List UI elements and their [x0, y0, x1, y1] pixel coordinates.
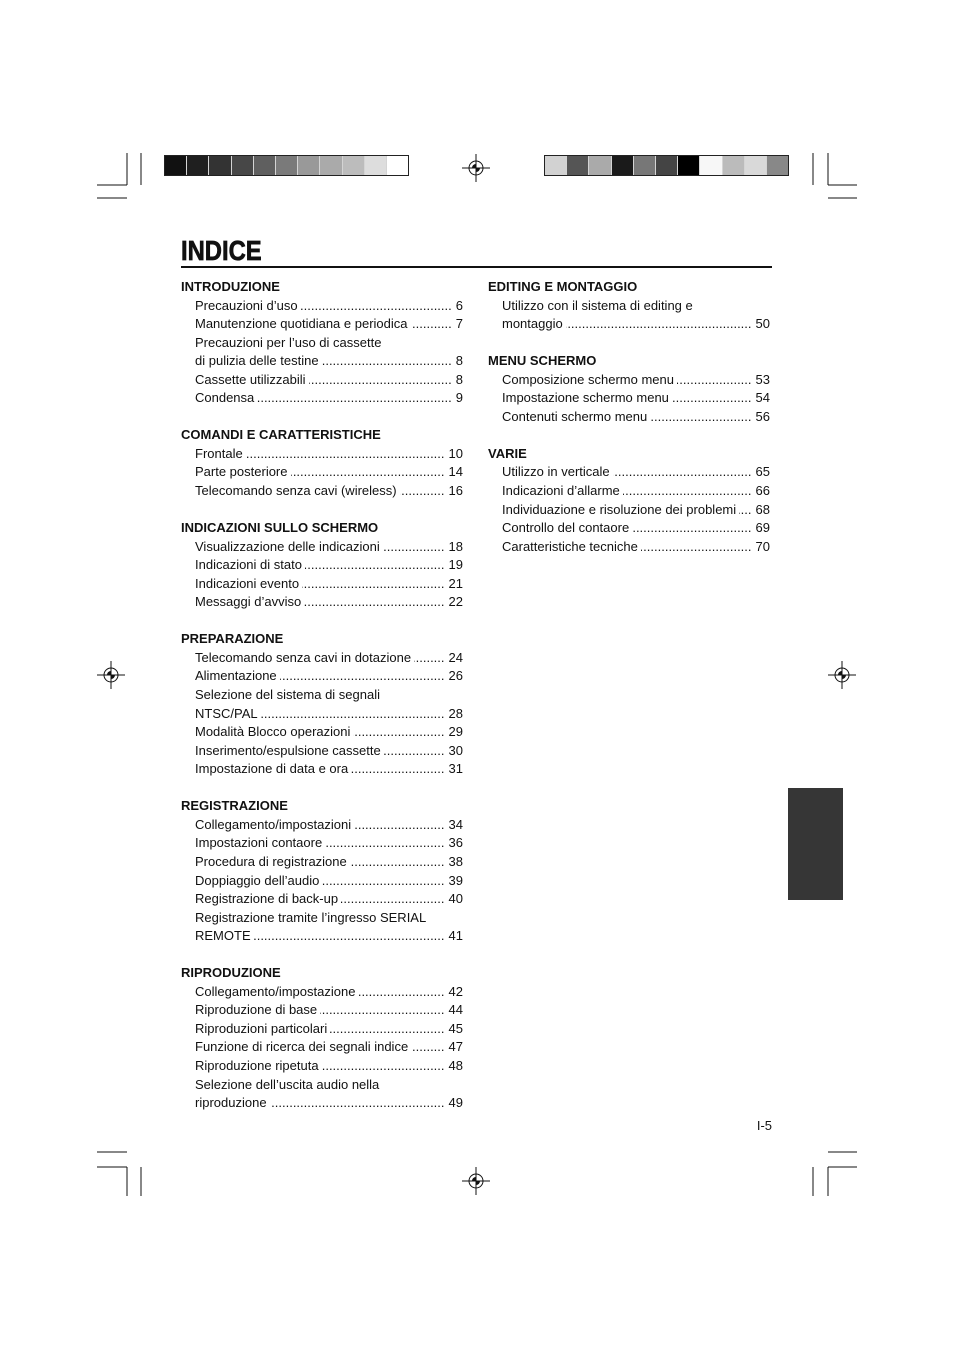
entry-label: Riproduzione di base: [195, 1002, 318, 1018]
toc-entry-line: [181, 556, 463, 575]
dot-leader: [414, 649, 444, 668]
registration-quadrant: [472, 1177, 476, 1181]
entry-label: Selezione del sistema di segnali: [195, 687, 380, 703]
toc-section: [181, 426, 463, 500]
section-heading: INTRODUZIONE: [181, 279, 280, 294]
entry-page-number: 21: [448, 575, 463, 591]
color-swatch: [567, 156, 589, 175]
color-bar-right: [544, 155, 789, 176]
toc-entry-line: [181, 667, 463, 686]
dot-leader: [650, 408, 751, 427]
entry-label: Telecomando senza cavi (wireless): [195, 483, 397, 499]
color-swatch: [298, 156, 320, 175]
dot-leader: [351, 760, 444, 779]
dot-leader: [411, 315, 452, 334]
toc-entry-line: [181, 463, 463, 482]
toc-entry-line: [181, 816, 463, 835]
toc-entry-line: [181, 742, 463, 761]
dot-leader: [613, 463, 752, 482]
entry-label: Indicazioni di stato: [195, 557, 302, 573]
toc-entry-line: [181, 760, 463, 779]
color-swatch: [545, 156, 567, 175]
dot-leader: [257, 389, 451, 408]
entry-page-number: 44: [448, 1002, 463, 1018]
dot-leader: [325, 834, 444, 853]
toc-section: [181, 519, 463, 612]
toc-entry-line: [488, 371, 770, 390]
toc-entry-line: [181, 927, 463, 946]
registration-quadrant: [838, 671, 842, 675]
entry-label: Caratteristiche tecniche: [502, 538, 638, 554]
registration-mark-bottom: [462, 1167, 490, 1195]
entry-label: NTSC/PAL: [195, 705, 258, 721]
entry-label: Impostazione schermo menu: [502, 390, 669, 406]
color-swatch: [700, 156, 722, 175]
toc-section: [488, 278, 770, 334]
color-swatch: [656, 156, 678, 175]
dot-leader: [305, 556, 445, 575]
toc-column-left: [181, 278, 463, 1113]
section-heading: MENU SCHERMO: [488, 353, 597, 369]
dot-leader: [322, 1057, 445, 1076]
dot-leader: [322, 872, 444, 891]
entry-page-number: 65: [755, 464, 770, 480]
section-heading: INDICAZIONI SULLO SCHERMO: [181, 520, 379, 536]
entry-page-number: 6: [455, 297, 463, 313]
section-heading: REGISTRAZIONE: [181, 798, 288, 814]
entry-label: Selezione dell’uscita audio nella: [195, 1076, 380, 1092]
entry-page-number: 56: [755, 408, 770, 424]
toc-entry-line: [181, 389, 463, 408]
toc-entry-line: [181, 723, 463, 742]
entry-label: Registrazione tramite l’ingresso SERIAL: [195, 909, 427, 925]
color-swatch: [678, 156, 700, 175]
toc-entry-line: [181, 371, 463, 390]
color-swatch: [165, 156, 187, 175]
entry-page-number: 8: [455, 353, 463, 369]
toc-entry-line: [488, 501, 770, 520]
section-heading: VARIE: [488, 445, 527, 461]
dot-leader: [632, 519, 751, 538]
toc-entry-line: [181, 649, 463, 668]
toc-entry-line: [488, 408, 770, 427]
toc-entry-line: [181, 1038, 463, 1057]
entry-page-number: 30: [448, 742, 463, 758]
entry-page-number: 40: [448, 891, 463, 907]
color-swatch: [767, 156, 788, 175]
crop-mark-bottom-left: [97, 1152, 141, 1196]
entry-label: Visualizzazione delle indicazioni: [195, 538, 380, 554]
toc-section: [181, 278, 463, 408]
entry-page-number: 45: [448, 1020, 463, 1036]
entry-label: Contenuti schermo menu: [502, 408, 648, 424]
entry-label: Indicazioni evento: [195, 575, 300, 591]
toc-entry-line: [181, 482, 463, 501]
entry-label: Riproduzione ripetuta: [195, 1057, 319, 1073]
entry-page-number: 70: [755, 538, 770, 554]
dot-leader: [322, 352, 452, 371]
toc-entry-line: [488, 463, 770, 482]
registration-quadrant: [111, 675, 115, 679]
entry-page-number: 31: [448, 761, 463, 777]
entry-label: Telecomando senza cavi in dotazione: [195, 649, 412, 665]
entry-page-number: 48: [448, 1057, 463, 1073]
dot-leader: [411, 1038, 444, 1057]
color-swatch: [343, 156, 365, 175]
entry-label: Messaggi d’avviso: [195, 594, 302, 610]
color-swatch: [209, 156, 231, 175]
color-swatch: [634, 156, 656, 175]
entry-label: Indicazioni d’allarme: [502, 483, 620, 499]
dot-leader: [358, 983, 444, 1002]
dot-leader: [280, 667, 445, 686]
toc-entry-line: [181, 705, 463, 724]
entry-page-number: 29: [448, 724, 463, 740]
entry-label: Parte posteriore: [195, 464, 288, 480]
dot-leader: [301, 297, 452, 316]
entry-label: Impostazione di data e ora: [195, 761, 349, 777]
toc-section: [181, 797, 463, 945]
dot-leader: [304, 593, 444, 612]
dot-leader: [739, 501, 751, 520]
entry-page-number: 39: [448, 872, 463, 888]
entry-page-number: 10: [448, 445, 463, 461]
entry-page-number: 53: [755, 371, 770, 387]
dot-leader: [309, 371, 452, 390]
section-heading: RIPRODUZIONE: [181, 965, 281, 981]
toc-entry-line: [181, 315, 463, 334]
dot-leader: [246, 445, 445, 464]
dot-leader: [254, 927, 445, 946]
dot-leader: [320, 1001, 444, 1020]
crop-mark-bottom-right: [813, 1152, 857, 1196]
entry-page-number: 36: [448, 835, 463, 851]
color-swatch: [745, 156, 767, 175]
entry-label: Alimentazione: [195, 668, 277, 684]
crop-mark-top-right: [813, 153, 857, 198]
toc-entry-line: [181, 1020, 463, 1039]
entry-label: Individuazione e risoluzione dei problemi: [502, 501, 737, 517]
entry-label: Funzione di ricerca dei segnali indice: [195, 1039, 409, 1055]
registration-mark-left: [97, 661, 125, 689]
dot-leader: [384, 742, 445, 761]
toc-entry-line: [181, 909, 463, 928]
section-heading: PREPARAZIONE: [181, 631, 284, 647]
toc-entry-line: [181, 1094, 463, 1113]
dot-leader: [330, 1020, 444, 1039]
entry-label: di pulizia delle testine: [195, 353, 319, 369]
section-heading: EDITING E MONTAGGIO: [488, 279, 638, 294]
dot-leader: [261, 705, 445, 724]
entry-label: Manutenzione quotidiana e periodica: [195, 316, 408, 332]
registration-mark-right: [828, 661, 856, 689]
entry-page-number: 49: [448, 1095, 463, 1111]
entry-page-number: 16: [448, 483, 463, 499]
entry-label: Collegamento/impostazioni: [195, 816, 352, 832]
registration-mark-top: [462, 154, 490, 182]
dot-leader: [677, 371, 752, 390]
section-heading: COMANDI E CARATTERISTICHE: [181, 427, 381, 443]
color-swatch: [254, 156, 276, 175]
dot-leader: [400, 482, 445, 501]
toc-entry-line: [181, 686, 463, 705]
toc-entry-line: [181, 872, 463, 891]
section-thumb-tab: [788, 788, 843, 900]
entry-label: Utilizzo in verticale: [502, 464, 610, 480]
entry-label: REMOTE: [195, 928, 251, 944]
dot-leader: [341, 890, 444, 909]
entry-label: Procedura di registrazione: [195, 853, 347, 869]
toc-entry-line: [488, 389, 770, 408]
entry-page-number: 8: [455, 371, 463, 387]
title-rule: [181, 266, 772, 268]
toc-entry-line: [181, 297, 463, 316]
entry-page-number: 26: [448, 668, 463, 684]
entry-page-number: 38: [448, 853, 463, 869]
entry-label: Registrazione di back-up: [195, 891, 339, 907]
entry-label: Precauzioni per l’uso di cassette: [195, 334, 382, 350]
toc-section: [488, 352, 770, 426]
toc-entry-line: [488, 538, 770, 557]
entry-page-number: 22: [448, 594, 463, 610]
toc-entry-line: [181, 983, 463, 1002]
registration-quadrant: [107, 671, 111, 675]
dot-leader: [270, 1094, 445, 1113]
toc-entry-line: [181, 1076, 463, 1095]
color-swatch: [276, 156, 298, 175]
color-swatch: [232, 156, 254, 175]
entry-label: Cassette utilizzabili: [195, 371, 306, 387]
toc-entry-line: [181, 1001, 463, 1020]
entry-page-number: 28: [448, 705, 463, 721]
color-swatch: [187, 156, 209, 175]
toc-entry-line: [181, 1057, 463, 1076]
entry-label: riproduzione: [195, 1095, 267, 1111]
dot-leader: [291, 463, 445, 482]
entry-label: Frontale: [195, 445, 243, 461]
entry-page-number: 42: [448, 983, 463, 999]
crop-mark-top-left: [97, 153, 141, 198]
toc-column-right: [488, 278, 770, 556]
entry-label: Modalità Blocco operazioni: [195, 724, 351, 740]
entry-label: Condensa: [195, 390, 255, 406]
entry-page-number: 50: [755, 316, 770, 332]
entry-page-number: 19: [448, 557, 463, 573]
entry-page-number: 34: [448, 816, 463, 832]
color-swatch: [320, 156, 342, 175]
registration-quadrant: [842, 675, 846, 679]
toc-entry-line: [181, 538, 463, 557]
toc-entry-line: [181, 853, 463, 872]
color-swatch: [365, 156, 387, 175]
entry-label: Doppiaggio dell’audio: [195, 872, 320, 888]
entry-label: Riproduzioni particolari: [195, 1020, 328, 1036]
toc-section: [181, 630, 463, 778]
color-swatch: [612, 156, 634, 175]
entry-page-number: 7: [455, 316, 463, 332]
entry-page-number: 54: [755, 390, 770, 406]
entry-label: Collegamento/impostazione: [195, 983, 356, 999]
entry-page-number: 41: [448, 928, 463, 944]
registration-quadrant: [476, 168, 480, 172]
dot-leader: [302, 575, 444, 594]
color-bar-left: [164, 155, 409, 176]
dot-leader: [350, 853, 445, 872]
color-swatch: [387, 156, 408, 175]
entry-page-number: 18: [448, 538, 463, 554]
page-number: I-5: [756, 1118, 772, 1133]
toc-entry-line: [181, 334, 463, 353]
dot-leader: [566, 315, 752, 334]
toc-entry-line: [181, 352, 463, 371]
toc-entry-line: [181, 445, 463, 464]
toc-entry-line: [488, 519, 770, 538]
registration-quadrant: [476, 1181, 480, 1185]
entry-label: Inserimento/espulsione cassette: [195, 742, 381, 758]
entry-page-number: 24: [448, 649, 463, 665]
toc-section: [181, 964, 463, 1112]
dot-leader: [353, 723, 444, 742]
color-swatch: [589, 156, 611, 175]
entry-page-number: 69: [755, 520, 770, 536]
entry-label: Impostazioni contaore: [195, 835, 323, 851]
entry-page-number: 68: [755, 501, 770, 517]
entry-label: Utilizzo con il sistema di editing e: [502, 297, 693, 313]
toc-section: [488, 445, 770, 556]
toc-entry-line: [488, 297, 770, 316]
dot-leader: [383, 538, 445, 557]
entry-label: montaggio: [502, 316, 563, 332]
toc-entry-line: [181, 575, 463, 594]
entry-page-number: 66: [755, 483, 770, 499]
toc-entry-line: [181, 834, 463, 853]
toc-entry-line: [488, 315, 770, 334]
dot-leader: [641, 538, 752, 557]
toc-entry-line: [181, 890, 463, 909]
entry-label: Composizione schermo menu: [502, 371, 674, 387]
dot-leader: [623, 482, 752, 501]
entry-page-number: 9: [455, 390, 463, 406]
entry-page-number: 14: [448, 464, 463, 480]
entry-label: Precauzioni d’uso: [195, 297, 298, 313]
toc-entry-line: [488, 482, 770, 501]
entry-page-number: 47: [448, 1039, 463, 1055]
color-swatch: [723, 156, 745, 175]
entry-label: Controllo del contaore: [502, 520, 630, 536]
page-title: INDICE: [181, 235, 262, 266]
registration-quadrant: [472, 164, 476, 168]
toc-entry-line: [181, 593, 463, 612]
dot-leader: [672, 389, 752, 408]
dot-leader: [354, 816, 444, 835]
